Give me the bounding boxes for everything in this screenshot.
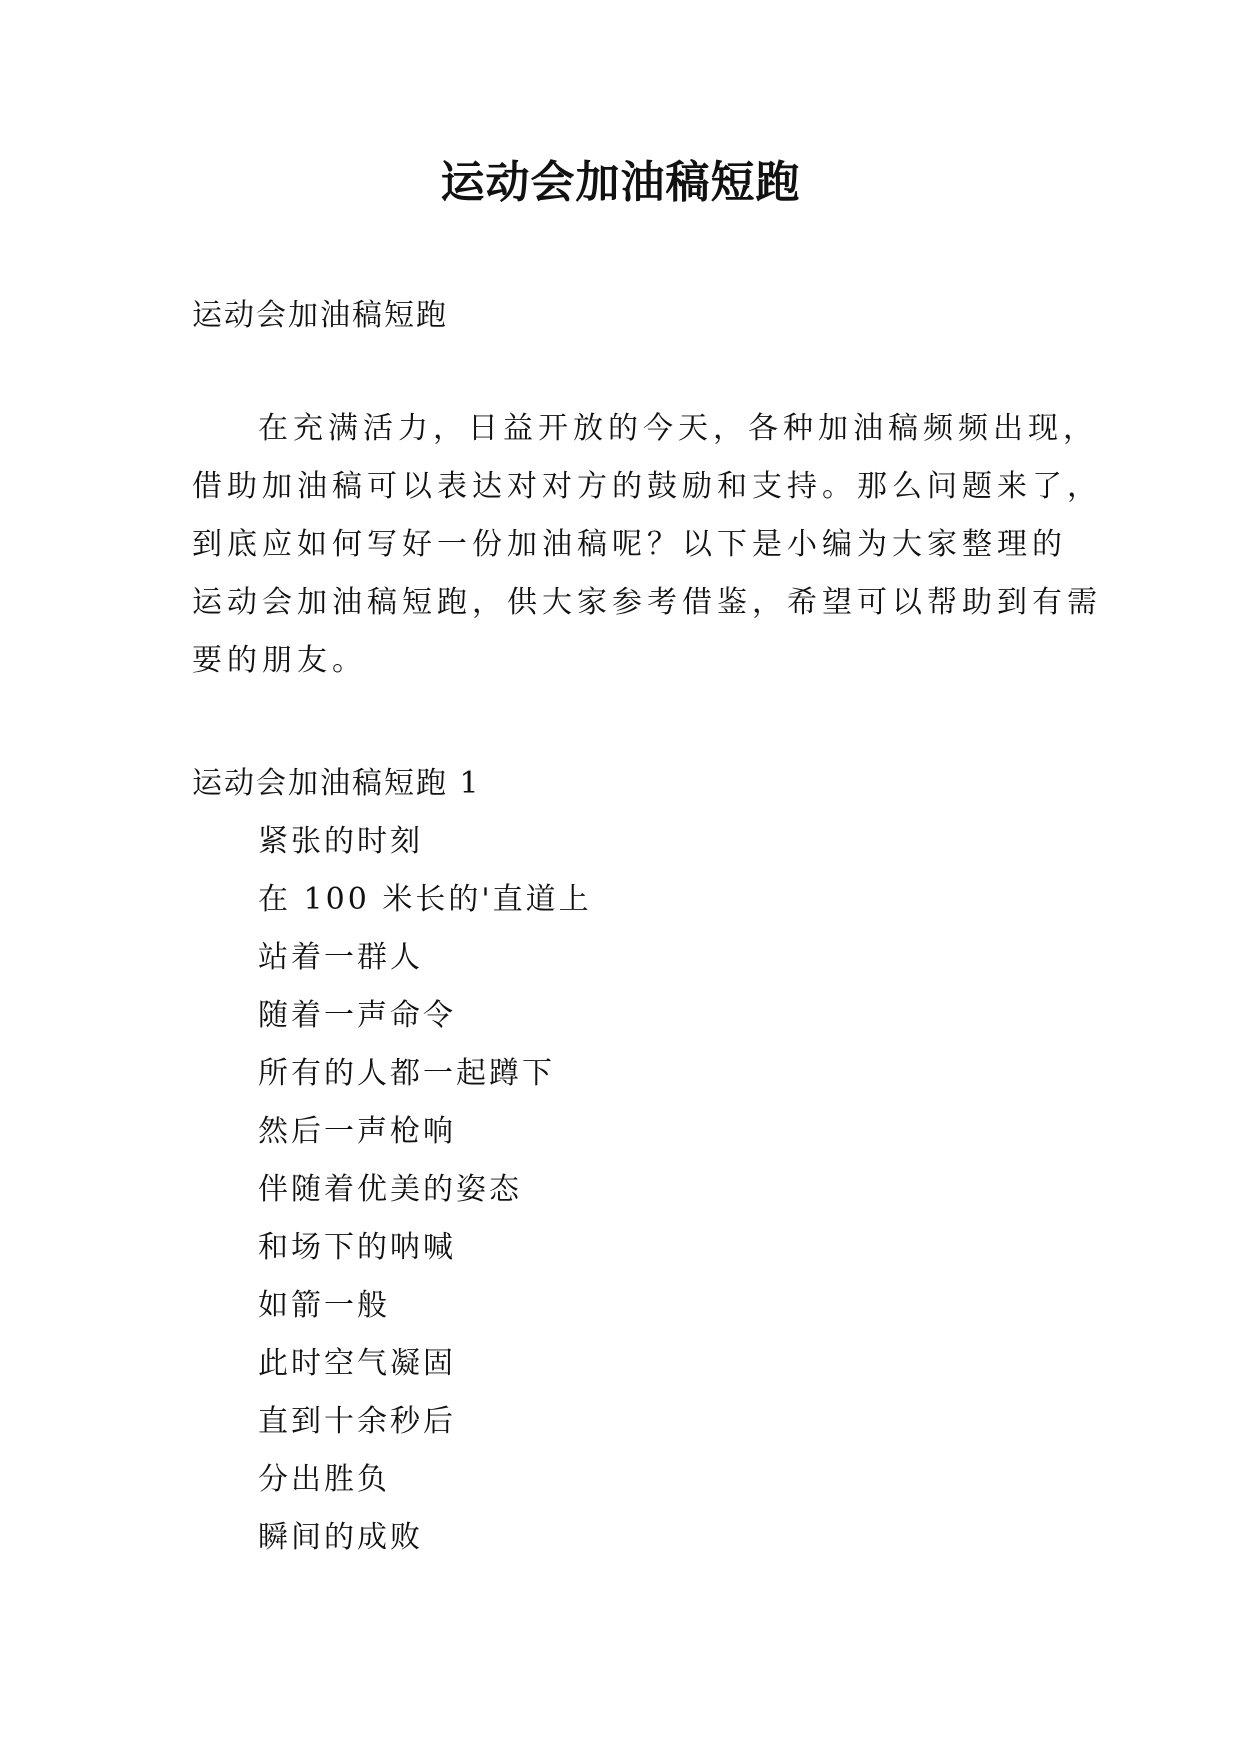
poem-line: 直到十余秒后	[258, 1404, 456, 1439]
poem-line: 所有的人都一起蹲下	[258, 1056, 555, 1091]
poem-line: 分出胜负	[258, 1462, 390, 1497]
intro-line: 在充满活力，日益开放的今天，各种加油稿频频出现，	[258, 411, 1098, 446]
poem-line: 紧张的时刻	[258, 824, 423, 859]
intro-line: 运动会加油稿短跑，供大家参考借鉴，希望可以帮助到有需	[192, 585, 1102, 620]
poem-line: 站着一群人	[258, 940, 423, 975]
intro-line: 借助加油稿可以表达对对方的鼓励和支持。那么问题来了，	[192, 469, 1102, 504]
poem-line: 和场下的呐喊	[258, 1230, 456, 1265]
poem-line: 伴随着优美的姿态	[258, 1172, 522, 1207]
poem-line: 随着一声命令	[258, 998, 456, 1033]
intro-line: 要的朋友。	[192, 643, 367, 678]
document-subtitle: 运动会加油稿短跑	[192, 298, 448, 333]
intro-line: 到底应如何写好一份加油稿呢？以下是小编为大家整理的	[192, 527, 1067, 562]
poem-line: 瞬间的成败	[258, 1520, 423, 1555]
poem-line: 如箭一般	[258, 1288, 390, 1323]
poem-line: 然后一声枪响	[258, 1114, 456, 1149]
poem-line: 此时空气凝固	[258, 1346, 456, 1381]
poem-heading: 运动会加油稿短跑 1	[192, 766, 481, 801]
poem-line: 在 100 米长的'直道上	[258, 882, 592, 917]
document-title: 运动会加油稿短跑	[440, 157, 801, 208]
